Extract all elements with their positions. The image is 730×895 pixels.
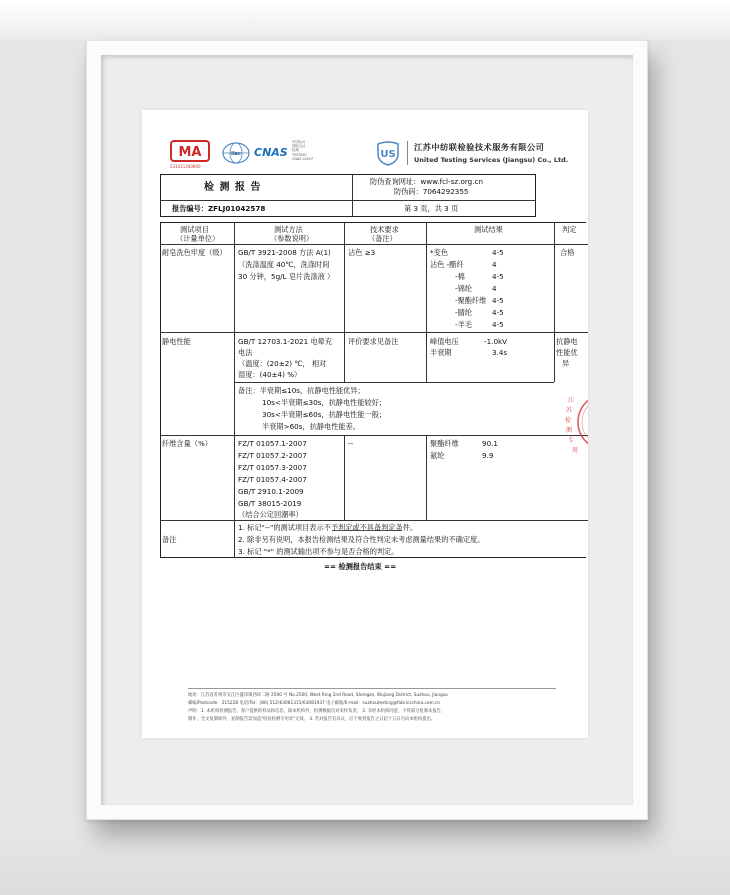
header-judge: 判定 [562, 225, 577, 234]
row1-judge: 合格 [560, 248, 575, 257]
seal-char: 用 [572, 447, 579, 454]
footer-address: 地址：江苏省苏州市吴江区盛泽镇西环二路 2500 号 No.2500, West Ring 2nd Road, Shengze, Wujiang District, Suzhou, Jiangsu [188, 693, 448, 698]
row1-requirement: 沾色 ≥3 [348, 248, 376, 257]
remarks-line: 2. 除非另有说明，本报告检测结果及符合性判定未考虑测量结果的不确定度。 [238, 535, 485, 544]
footer-statement: 声明：1. 本机构检测报告，客户提供的样品和信息，除本机构外，检测数据仅对来样负责。 2. 未经本机构同意，不得部分复制本报告。 [188, 709, 446, 714]
row1-result-value: 4-5 [492, 296, 504, 305]
header-result: 测试结果 [474, 225, 503, 234]
row1-result-label: *变色 [430, 248, 448, 257]
header-method-sub: （参数说明） [270, 234, 314, 243]
row1-method-line: 30 分钟，5g/L 皂片洗涤液 ） [238, 272, 335, 281]
row3-result-value: 9.9 [482, 451, 494, 460]
row2-note-line: 备注：半衰期≤10s，抗静电性能优异； [238, 386, 365, 395]
row1-result-label: -棉 [455, 272, 465, 281]
page-info: 第 3 页，共 3 页 [404, 204, 459, 213]
row3-requirement: -- [348, 439, 354, 448]
cma-logo-icon [170, 140, 210, 162]
verify-code: 防伪码：7064292355 [394, 187, 469, 196]
row1-result-label: -腈纶 [455, 308, 472, 317]
header-item-sub: （计量单位） [176, 234, 220, 243]
results-table [160, 222, 586, 558]
row3-method-line: FZ/T 01057.2-2007 [238, 451, 307, 460]
background-floor [0, 830, 730, 895]
row1-result-value: 4-5 [492, 248, 504, 257]
row2-note-line: 10s<半衰期≤30s，抗静电性能较好； [262, 398, 387, 407]
row1-result-label: -锦纶 [455, 284, 472, 293]
header-item: 测试项目 [180, 225, 209, 234]
row3-method-line: FZ/T 01057.3-2007 [238, 463, 307, 472]
row2-method-line: （温度：(20±2) ℃， 相对 [238, 359, 327, 368]
row1-method-line: GB/T 3921-2008 方法 A(1) [238, 248, 331, 257]
header-method: 测试方法 [274, 225, 303, 234]
seal-char: 苏 [566, 407, 573, 414]
report-end: == 检测报告结束 == [324, 562, 397, 571]
row1-result-value: 4 [492, 260, 497, 269]
seal-char: 检 [565, 417, 572, 424]
header-requirement: 技术要求 [370, 225, 399, 234]
svg-text:US: US [380, 149, 396, 160]
row3-method-line: GB/T 2910.1-2009 [238, 487, 304, 496]
report-number: 报告编号：ZFLJ01042578 [172, 204, 266, 213]
row3-method-line: FZ/T 01057.4-2007 [238, 475, 307, 484]
row3-result-label: 聚酯纤维 [430, 439, 459, 448]
row1-result-label: -聚酯纤维 [455, 296, 487, 305]
row2-result-label: 峰值电压 [430, 337, 459, 346]
row2-judge: 性能优 [556, 348, 578, 357]
row2-judge: 异 [562, 359, 570, 368]
row3-result-label: 氨纶 [430, 451, 445, 460]
report-title: 检 测 报 告 [204, 182, 262, 193]
svg-text:ilac: ilac [231, 151, 241, 157]
report-page [142, 110, 588, 738]
row2-note-line: 30s<半衰期≤60s，抗静电性能一般； [262, 410, 387, 419]
row2-judge: 抗静电 [556, 337, 578, 346]
footer-divider [188, 688, 556, 689]
seal-char: 测 [566, 427, 573, 434]
row2-result-value: -1.0kV [484, 337, 508, 346]
remarks-line: 3. 标记 "*" 的测试输出项不参与是否合格的判定。 [238, 547, 399, 556]
logo-divider [407, 141, 408, 165]
remarks-line: 1. 标记"--"的测试项目表示不予判定或不具备判定条件。 [238, 523, 418, 532]
uts-logo-icon [374, 140, 402, 166]
row2-method-line: GB/T 12703.1-2021 电晕充 [238, 337, 333, 346]
row3-method-line: （结合公定回潮率） [238, 510, 303, 519]
row1-result-value: 4-5 [492, 320, 504, 329]
query-site: 防伪查询网址：www.fcl-sz.org.cn [370, 177, 484, 186]
ilac-mra-logo-icon [222, 142, 250, 164]
seal-char: 江 [568, 397, 575, 404]
row2-item: 静电性能 [162, 337, 191, 346]
row2-result-value: 3.4s [492, 348, 508, 357]
footer-contact: 邮编/Postcode：215228 电话/Tel：(86) 512)63081315/63081937 电子邮箱/E-mail：suzhoutesting@fabricschina.com.cn [188, 701, 441, 706]
cnas-logo: CNAS [254, 146, 288, 159]
seal-char: 专 [568, 437, 575, 444]
row1-method-line: （洗涤温度 40℃，洗涤时间 [238, 260, 330, 269]
row3-method-line: GB/T 38015-2019 [238, 499, 302, 508]
cnas-subtext: 中国认可 国际互认 检测 TESTING CNAS L0457 [292, 140, 313, 161]
row2-result-label: 半衰期 [430, 348, 452, 357]
background-top [0, 0, 730, 40]
remarks-label: 备注 [162, 535, 177, 544]
row3-item: 纤维含量（%） [162, 439, 212, 448]
svg-text:MA: MA [178, 145, 202, 160]
row2-method-line: 电法 [238, 348, 253, 357]
row1-result-value: 4-5 [492, 272, 504, 281]
row2-method-line: 湿度：(40±4) %） [238, 370, 302, 379]
row1-result-label: 沾色 -醋纤 [430, 260, 464, 269]
row1-result-value: 4-5 [492, 308, 504, 317]
row2-note-line: 半衰期>60s，抗静电性能差。 [262, 422, 360, 431]
company-name-cn: 江苏中纺联检验技术服务有限公司 [414, 142, 545, 152]
row3-method-line: FZ/T 01057.1-2007 [238, 439, 307, 448]
header-requirement-sub: （备注） [368, 234, 397, 243]
row1-result-value: 4 [492, 284, 497, 293]
cma-code: 231011340800 [170, 164, 201, 169]
row1-item: 耐皂洗色牢度（级） [162, 248, 227, 257]
footer-statement-2: 制作，全文复制除外，复制报告需加盖"检验检测专用章"无效。 3. 若对报告有异议，应于收到报告之日起十五日内向本机构提出。 [188, 717, 436, 722]
row2-requirement: 评价要求见备注 [348, 337, 399, 346]
row3-result-value: 90.1 [482, 439, 499, 448]
company-name-en: United Testing Services (Jiangsu) Co., Ltd. [414, 156, 569, 164]
row1-result-label: -羊毛 [455, 320, 472, 329]
